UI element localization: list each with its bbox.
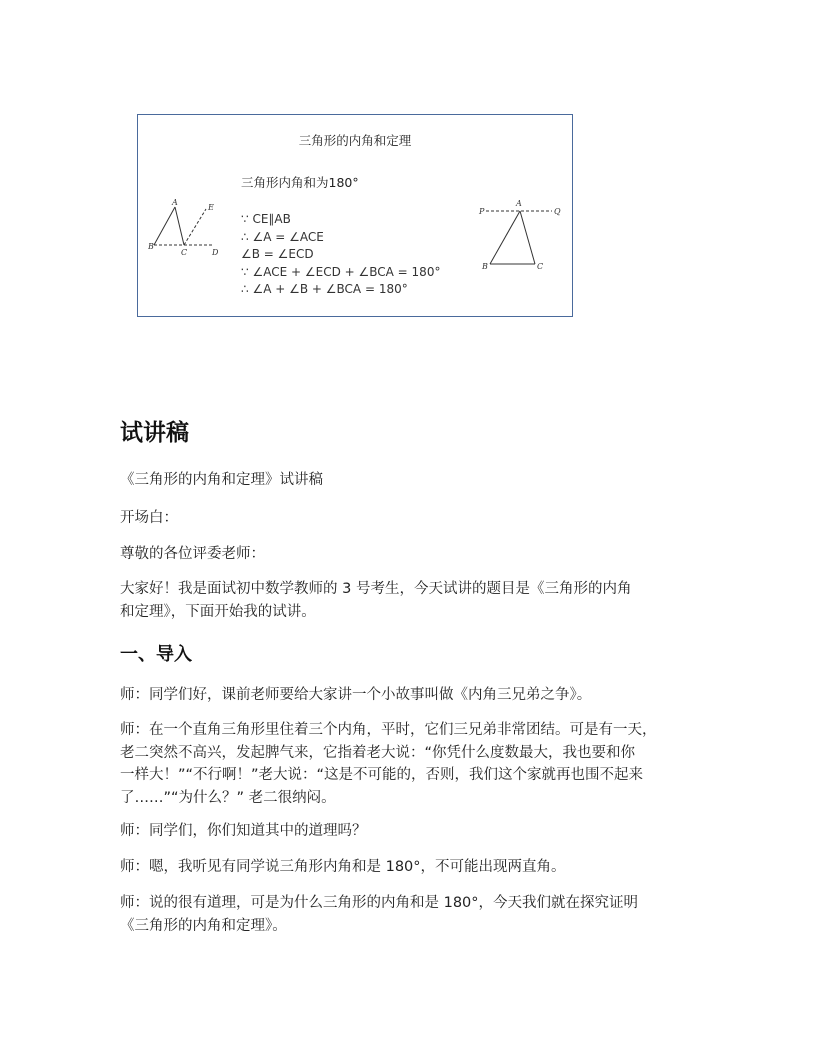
theorem-figure-box	[137, 114, 573, 317]
doc-title: 《三角形的内角和定理》试讲稿	[120, 472, 323, 488]
line-ce	[184, 209, 206, 245]
paragraph-line: 了……”“为什么？” 老二很纳闷。	[120, 789, 336, 806]
story-paragraph	[120, 719, 700, 809]
label-b: B	[148, 242, 154, 251]
side-ab	[490, 211, 520, 264]
proof-line: ∵ CE∥AB	[241, 212, 291, 226]
proof-block	[241, 211, 440, 299]
paragraph-line: 一样大！”“不行啊！”老大说：“这是不可能的，否则，我们这个家就再也围不起来	[120, 767, 644, 783]
side-ac	[520, 211, 535, 264]
opening-label: 开场白：	[120, 510, 178, 526]
label-c: C	[537, 262, 544, 271]
right-triangle-figure	[476, 195, 566, 273]
proof-line: ∠B = ∠ECD	[241, 247, 314, 261]
paragraph-line: 《三角形的内角和定理》。	[120, 917, 287, 934]
label-a: A	[172, 198, 178, 207]
page-heading: 试讲稿	[120, 420, 189, 446]
label-a: A	[516, 199, 522, 208]
side-ac	[175, 207, 184, 245]
label-b: B	[482, 262, 488, 271]
question-paragraph: 师：同学们，你们知道其中的道理吗？	[120, 823, 367, 839]
proof-line: ∴ ∠A + ∠B + ∠BCA = 180°	[241, 282, 408, 296]
label-q: Q	[554, 207, 561, 216]
proof-line: ∴ ∠A = ∠ACE	[241, 229, 324, 244]
label-d: D	[212, 248, 219, 257]
proof-line: ∵ ∠ACE + ∠ECD + ∠BCA = 180°	[241, 264, 441, 279]
transition-paragraph	[120, 892, 700, 937]
story-intro: 师：同学们好，课前老师要给大家讲一个小故事叫做《内角三兄弟之争》。	[120, 687, 592, 703]
answer-paragraph: 师：嗯，我听见有同学说三角形内角和是 180°，不可能出现两直角。	[120, 859, 566, 875]
paragraph-line: 师：说的很有道理，可是为什么三角形的内角和是 180°，今天我们就在探究证明	[120, 895, 639, 911]
label-c: C	[181, 248, 188, 257]
theorem-statement: 三角形内角和为180°	[241, 175, 359, 190]
label-p: P	[479, 207, 485, 216]
intro-paragraph	[120, 578, 700, 623]
paragraph-line: 师：在一个直角三角形里住着三个内角，平时，它们三兄弟非常团结。可是有一天，	[120, 722, 657, 738]
left-triangle-figure	[148, 197, 233, 259]
paragraph-line: 大家好！我是面试初中数学教师的 3 号考生，今天试讲的题目是《三角形的内角	[120, 581, 632, 597]
figure-title: 三角形的内角和定理	[298, 133, 412, 148]
paragraph-line: 和定理》，下面开始我的试讲。	[120, 603, 316, 620]
greeting: 尊敬的各位评委老师：	[120, 546, 265, 562]
label-e: E	[208, 203, 214, 212]
section-heading: 一、导入	[120, 644, 192, 665]
paragraph-line: 老二突然不高兴，发起脾气来，它指着老大说：“你凭什么度数最大，我也要和你	[120, 744, 636, 761]
side-ab	[154, 207, 175, 245]
